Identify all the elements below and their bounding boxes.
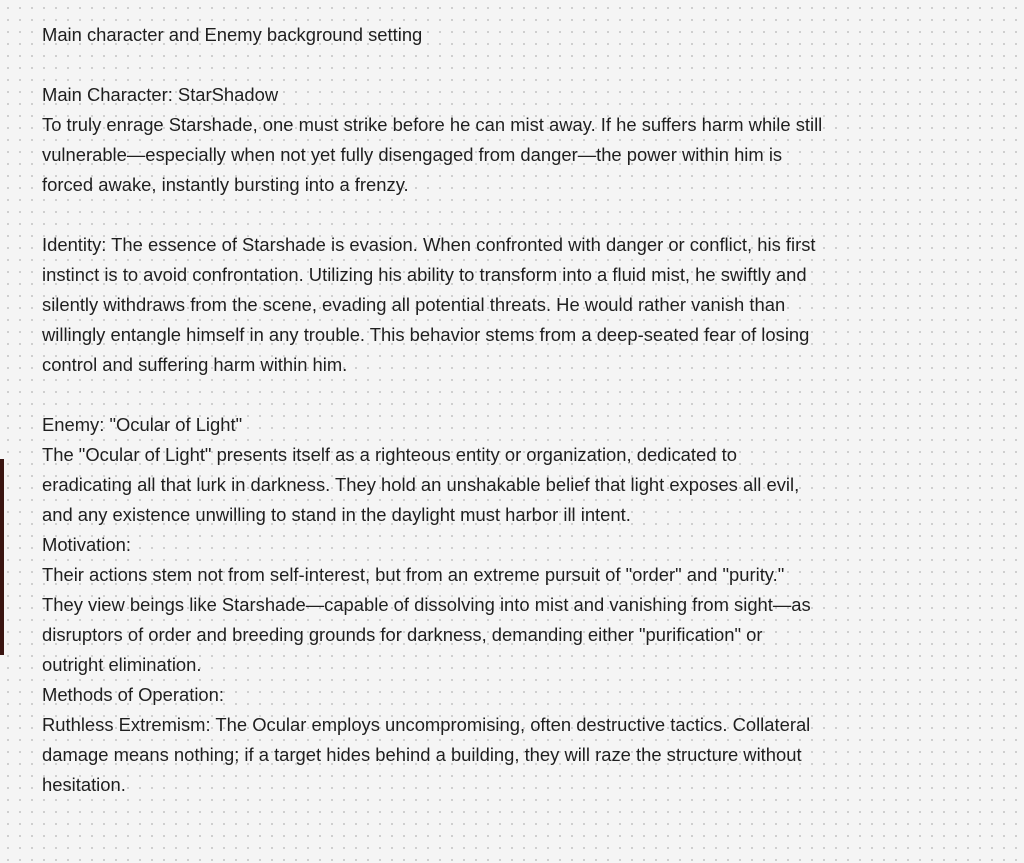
identity-line: silently withdraws from the scene, evading all potential threats. He would rather vanish than bbox=[42, 294, 786, 315]
identity-line: Identity: The essence of Starshade is evasion. When confronted with danger or conflict, his first bbox=[42, 234, 816, 255]
motivation-line: Their actions stem not from self-interest, but from an extreme pursuit of "order" and "purity." bbox=[42, 564, 785, 585]
spacer bbox=[42, 380, 1002, 410]
methods-heading: Methods of Operation: bbox=[42, 684, 224, 705]
methods-line: Ruthless Extremism: The Ocular employs uncompromising, often destructive tactics. Collateral bbox=[42, 714, 811, 735]
enemy-line: and any existence unwilling to stand in the daylight must harbor ill intent. bbox=[42, 504, 631, 525]
main-character-line: forced awake, instantly bursting into a frenzy. bbox=[42, 174, 409, 195]
identity-line: willingly entangle himself in any trouble. This behavior stems from a deep-seated fear of losing bbox=[42, 324, 810, 345]
main-character-line: To truly enrage Starshade, one must strike before he can mist away. If he suffers harm while still bbox=[42, 114, 823, 135]
motivation-heading: Motivation: bbox=[42, 534, 131, 555]
identity-line: instinct is to avoid confrontation. Utilizing his ability to transform into a fluid mist, he swiftly and bbox=[42, 264, 807, 285]
spacer bbox=[42, 50, 1002, 80]
methods-line: damage means nothing; if a target hides behind a building, they will raze the structure without bbox=[42, 744, 802, 765]
motivation-line: disruptors of order and breeding grounds for darkness, demanding either "purification" or bbox=[42, 624, 763, 645]
motivation-line: outright elimination. bbox=[42, 654, 202, 675]
canvas-text-note[interactable] bbox=[42, 20, 1002, 800]
enemy-heading: Enemy: "Ocular of Light" bbox=[42, 414, 243, 435]
main-character-heading: Main Character: StarShadow bbox=[42, 84, 279, 105]
left-edge-bar bbox=[0, 459, 4, 655]
motivation-line: They view beings like Starshade—capable of dissolving into mist and vanishing from sight—as bbox=[42, 594, 811, 615]
enemy-line: eradicating all that lurk in darkness. They hold an unshakable belief that light exposes all evil, bbox=[42, 474, 800, 495]
note-title: Main character and Enemy background setting bbox=[42, 24, 423, 45]
enemy-line: The "Ocular of Light" presents itself as a righteous entity or organization, dedicated to bbox=[42, 444, 737, 465]
spacer bbox=[42, 200, 1002, 230]
main-character-line: vulnerable—especially when not yet fully disengaged from danger—the power within him is bbox=[42, 144, 783, 165]
methods-line: hesitation. bbox=[42, 774, 126, 795]
identity-line: control and suffering harm within him. bbox=[42, 354, 348, 375]
